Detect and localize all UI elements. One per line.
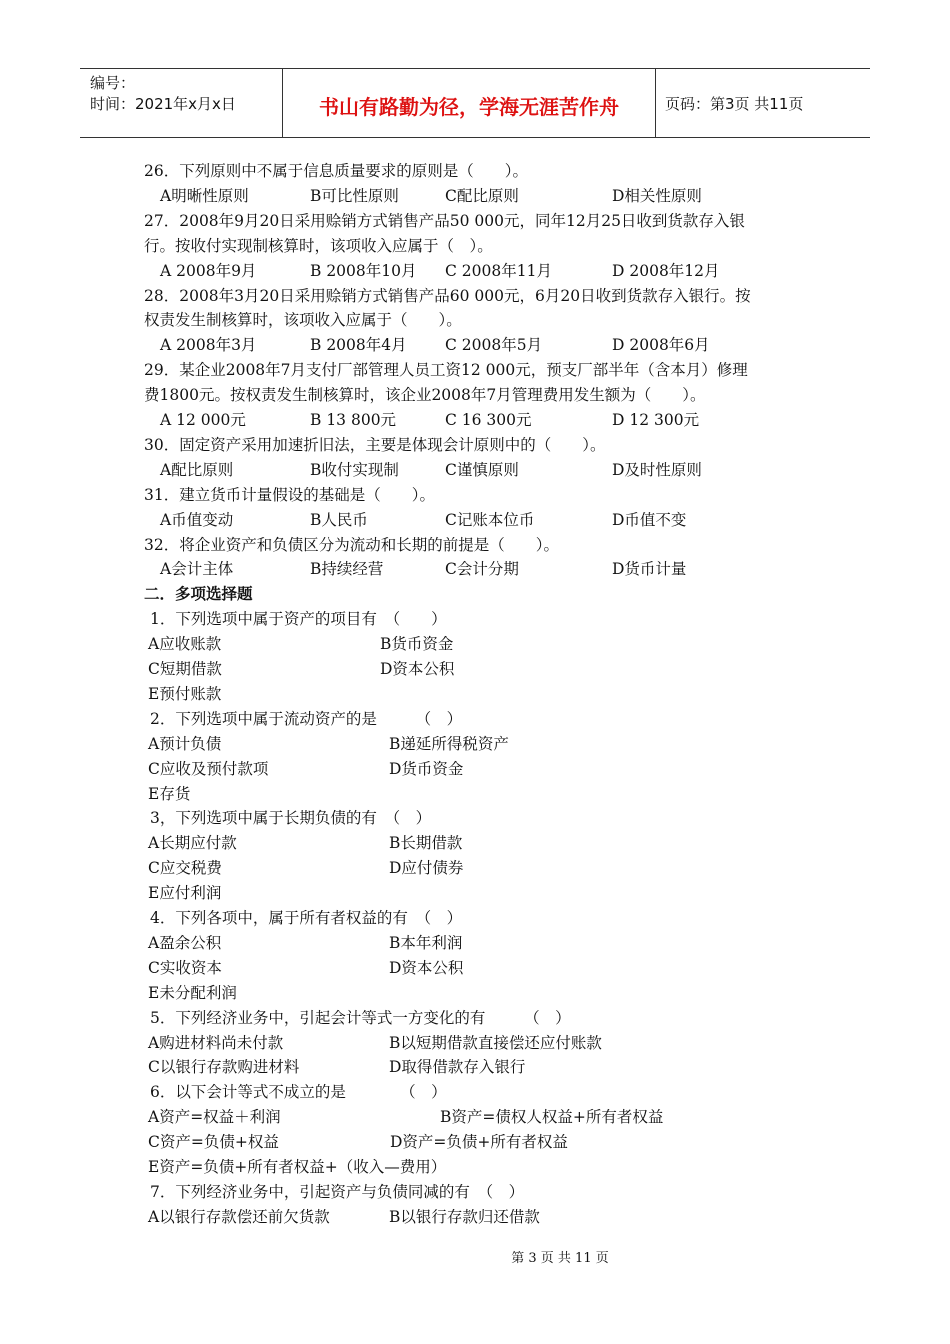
answer-option: B 13 800元 [310, 411, 397, 429]
answer-option: A购进材料尚未付款 [148, 1033, 284, 1052]
answer-option: D币值不变 [612, 510, 687, 529]
answer-option: C实收资本 [148, 958, 222, 977]
header-motto: 书山有路勤为径，学海无涯苦作舟 [319, 95, 619, 119]
question-text: 31．建立货币计量假设的基础是（ ）。 [144, 485, 435, 504]
answer-option: B以短期借款直接偿还应付账款 [389, 1033, 602, 1052]
answer-option: D相关性原则 [612, 186, 702, 205]
answer-option: A币值变动 [160, 510, 234, 529]
answer-option: B递延所得税资产 [389, 734, 509, 753]
header-divider [655, 69, 656, 137]
page-footer: 第 3 页 共 11 页 [511, 1251, 609, 1266]
question-text: 32．将企业资产和负债区分为流动和长期的前提是（ ）。 [144, 535, 559, 554]
answer-option: B可比性原则 [310, 186, 399, 205]
answer-option: C会计分期 [445, 560, 519, 579]
answer-option: A会计主体 [160, 560, 234, 579]
answer-option: E存货 [148, 784, 191, 803]
answer-option: A 2008年3月 [160, 336, 257, 355]
question-text: 29．某企业2008年7月支付厂部管理人员工资12 000元，预支厂部半年（含本月）修理 [144, 361, 748, 380]
answer-option: A以银行存款偿还前欠货款 [148, 1207, 330, 1226]
answer-option: E预付账款 [148, 684, 222, 703]
answer-option: A配比原则 [160, 460, 234, 479]
answer-option: C 2008年11月 [445, 261, 552, 280]
answer-option: C以银行存款购进材料 [148, 1058, 300, 1077]
document-number-label: 编号： [90, 74, 136, 92]
question-text: 1．下列选项中属于资产的项目有 （ ） [150, 610, 447, 629]
answer-option: C谨慎原则 [445, 460, 519, 479]
answer-option: D及时性原则 [612, 460, 702, 479]
page-header [80, 68, 870, 138]
answer-option: A 12 000元 [160, 411, 246, 429]
answer-option: D应付债券 [389, 859, 464, 878]
question-text: 2．下列选项中属于流动资产的是 （ ） [150, 709, 463, 728]
question-text: 3，下列选项中属于长期负债的有 （ ） [150, 809, 432, 828]
answer-option: B长期借款 [389, 834, 463, 853]
answer-option: A 2008年9月 [160, 261, 257, 280]
answer-option: B货币资金 [380, 635, 454, 654]
answer-option: A盈余公积 [148, 933, 222, 952]
question-text-continued: 行。按收付实现制核算时，该项收入应属于（ ）。 [144, 236, 493, 255]
section-title: 二．多项选择题 [144, 585, 253, 604]
answer-option: D 2008年6月 [612, 336, 710, 355]
question-text: 5．下列经济业务中，引起会计等式一方变化的有 （ ） [150, 1008, 571, 1027]
answer-option: B以银行存款归还借款 [389, 1207, 540, 1226]
answer-option: C应收及预付款项 [148, 759, 269, 778]
question-text: 26．下列原则中不属于信息质量要求的原则是（ ）。 [144, 162, 528, 180]
answer-option: D资本公积 [380, 660, 455, 678]
answer-option: E应付利润 [148, 884, 222, 903]
answer-option: A明晰性原则 [160, 186, 249, 205]
answer-option: B 2008年10月 [310, 261, 417, 280]
answer-option: C 2008年5月 [445, 336, 543, 355]
question-text: 6．以下会计等式不成立的是 （ ） [150, 1083, 447, 1102]
answer-option: B持续经营 [310, 560, 384, 579]
answer-option: D 12 300元 [612, 411, 700, 429]
answer-option: C记账本位币 [445, 510, 535, 529]
answer-option: C短期借款 [148, 660, 222, 678]
question-text-continued: 费1800元。按权责发生制核算时，该企业2008年7月管理费用发生额为（ ）。 [144, 386, 706, 405]
answer-option: A资产=权益＋利润 [148, 1108, 281, 1127]
question-text: 4．下列各项中，属于所有者权益的有 （ ） [150, 909, 463, 927]
answer-option: D资产=负债+所有者权益 [390, 1133, 568, 1152]
question-text: 7．下列经济业务中，引起资产与负债同减的有 （ ） [150, 1182, 525, 1201]
answer-option: B本年利润 [389, 933, 463, 952]
answer-option: B人民币 [310, 510, 368, 529]
question-text: 30．固定资产采用加速折旧法，主要是体现会计原则中的（ ）。 [144, 435, 606, 454]
answer-option: C 16 300元 [445, 411, 532, 429]
answer-option: D资本公积 [389, 958, 464, 977]
answer-option: C资产=负债+权益 [148, 1133, 279, 1152]
answer-option: B资产=债权人权益+所有者权益 [440, 1108, 664, 1127]
answer-option: C配比原则 [445, 186, 519, 205]
answer-option: B 2008年4月 [310, 336, 407, 355]
question-text: 27．2008年9月20日采用赊销方式销售产品50 000元，同年12月25日收到货款存入银 [144, 211, 745, 230]
answer-option: E资产=负债+所有者权益+（收入—费用） [148, 1158, 447, 1176]
answer-option: E未分配利润 [148, 983, 237, 1002]
answer-option: D 2008年12月 [612, 261, 720, 280]
answer-option: B收付实现制 [310, 460, 399, 479]
answer-option: A长期应付款 [148, 834, 237, 853]
answer-option: D货币资金 [389, 759, 464, 778]
answer-option: D取得借款存入银行 [389, 1058, 526, 1077]
answer-option: C应交税费 [148, 859, 222, 878]
document-time-label: 时间：2021年x月x日 [90, 95, 236, 113]
question-text: 28．2008年3月20日采用赊销方式销售产品60 000元，6月20日收到货款存入银行。按 [144, 286, 751, 305]
answer-option: A预计负债 [148, 734, 222, 753]
header-page-code: 页码：第3页 共11页 [665, 95, 804, 113]
answer-option: D货币计量 [612, 560, 687, 579]
answer-option: A应收账款 [148, 635, 222, 654]
question-text-continued: 权责发生制核算时，该项收入应属于（ ）。 [144, 311, 462, 330]
